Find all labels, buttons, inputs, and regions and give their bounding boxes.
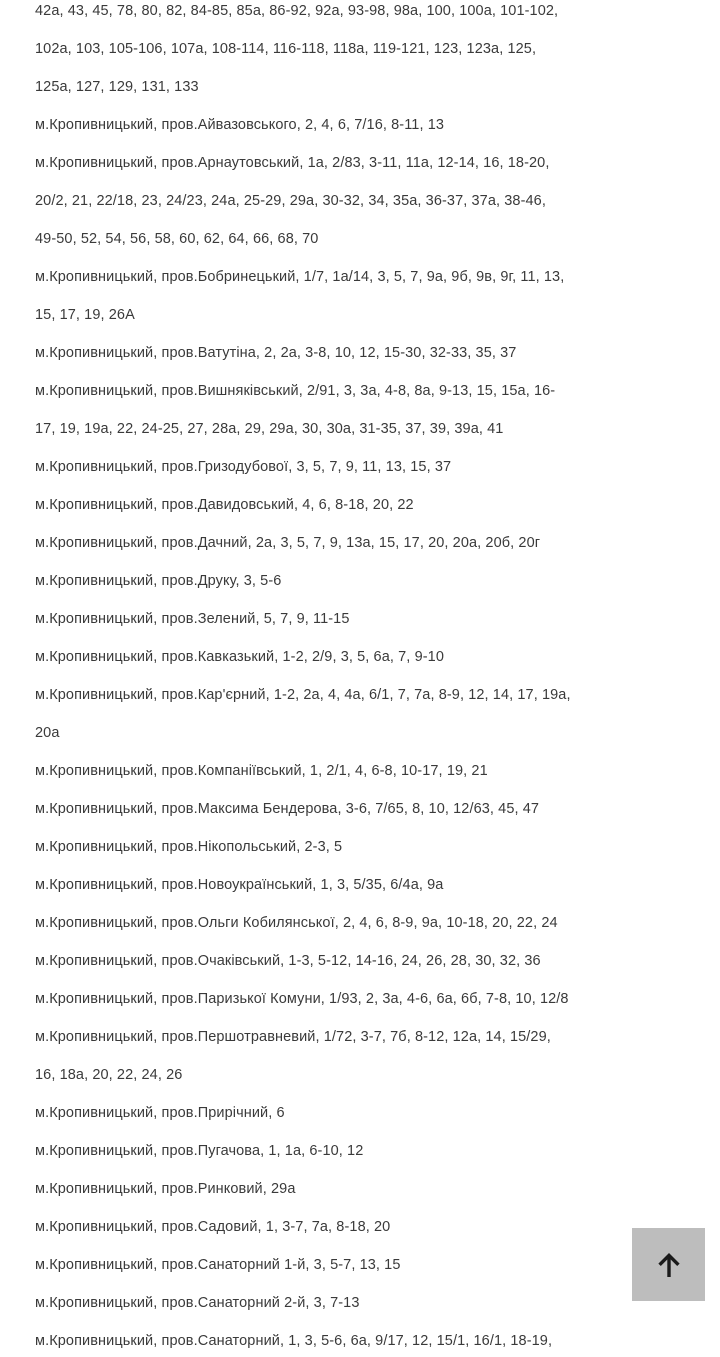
address-line: м.Кропивницький, пров.Арнаутовський, 1а, 2/83, 3-11, 11а, 12-14, 16, 18-20, bbox=[35, 155, 550, 171]
address-line: м.Кропивницький, пров.Дачний, 2а, 3, 5, 7, 9, 13а, 15, 17, 20, 20а, 20б, 20г bbox=[35, 535, 541, 551]
address-line: 49-50, 52, 54, 56, 58, 60, 62, 64, 66, 68, 70 bbox=[35, 231, 319, 247]
address-line: 20а bbox=[35, 725, 60, 741]
address-line: м.Кропивницький, пров.Першотравневий, 1/72, 3-7, 7б, 8-12, 12а, 14, 15/29, bbox=[35, 1029, 551, 1045]
address-line: м.Кропивницький, пров.Айвазовського, 2, 4, 6, 7/16, 8-11, 13 bbox=[35, 117, 445, 133]
address-line: м.Кропивницький, пров.Санаторний 2-й, 3, 7-13 bbox=[35, 1295, 360, 1311]
address-line: м.Кропивницький, пров.Бобринецький, 1/7, 1а/14, 3, 5, 7, 9а, 9б, 9в, 9г, 11, 13, bbox=[35, 269, 565, 285]
address-line: 102а, 103, 105-106, 107а, 108-114, 116-118, 118а, 119-121, 123, 123а, 125, bbox=[35, 41, 537, 57]
address-line: м.Кропивницький, пров.Новоукраїнський, 1, 3, 5/35, 6/4а, 9а bbox=[35, 877, 444, 893]
address-line: 42а, 43, 45, 78, 80, 82, 84-85, 85а, 86-92, 92а, 93-98, 98а, 100, 100а, 101-102, bbox=[35, 3, 559, 19]
address-line: 16, 18а, 20, 22, 24, 26 bbox=[35, 1067, 183, 1083]
address-line: м.Кропивницький, пров.Максима Бендерова, 3-6, 7/65, 8, 10, 12/63, 45, 47 bbox=[35, 801, 540, 817]
address-line: м.Кропивницький, пров.Ольги Кобилянської, 2, 4, 6, 8-9, 9а, 10-18, 20, 22, 24 bbox=[35, 915, 558, 931]
address-line: м.Кропивницький, пров.Санаторний, 1, 3, 5-6, 6а, 9/17, 12, 15/1, 16/1, 18-19, bbox=[35, 1333, 553, 1349]
address-line: м.Кропивницький, пров.Кавказький, 1-2, 2/9, 3, 5, 6а, 7, 9-10 bbox=[35, 649, 444, 665]
address-line: м.Кропивницький, пров.Вишняківський, 2/91, 3, 3а, 4-8, 8а, 9-13, 15, 15а, 16- bbox=[35, 383, 556, 399]
address-line: м.Кропивницький, пров.Компаніївський, 1, 2/1, 4, 6-8, 10-17, 19, 21 bbox=[35, 763, 488, 779]
address-line: 15, 17, 19, 26А bbox=[35, 307, 135, 323]
address-list bbox=[35, 0, 610, 1357]
address-line: м.Кропивницький, пров.Зелений, 5, 7, 9, 11-15 bbox=[35, 611, 350, 627]
address-line: м.Кропивницький, пров.Нікопольський, 2-3, 5 bbox=[35, 839, 343, 855]
address-line: м.Кропивницький, пров.Друку, 3, 5-6 bbox=[35, 573, 282, 589]
address-line: м.Кропивницький, пров.Очаківський, 1-3, 5-12, 14-16, 24, 26, 28, 30, 32, 36 bbox=[35, 953, 541, 969]
address-line: м.Кропивницький, пров.Садовий, 1, 3-7, 7а, 8-18, 20 bbox=[35, 1219, 391, 1235]
arrow-up-icon bbox=[652, 1248, 686, 1282]
address-line: м.Кропивницький, пров.Ринковий, 29а bbox=[35, 1181, 296, 1197]
address-line: м.Кропивницький, пров.Санаторний 1-й, 3, 5-7, 13, 15 bbox=[35, 1257, 401, 1273]
address-line: м.Кропивницький, пров.Прирічний, 6 bbox=[35, 1105, 285, 1121]
address-line: м.Кропивницький, пров.Давидовський, 4, 6, 8-18, 20, 22 bbox=[35, 497, 414, 513]
address-line: м.Кропивницький, пров.Кар'єрний, 1-2, 2а, 4, 4а, 6/1, 7, 7а, 8-9, 12, 14, 17, 19а, bbox=[35, 687, 571, 703]
address-line: м.Кропивницький, пров.Паризької Комуни, 1/93, 2, 3а, 4-6, 6а, 6б, 7-8, 10, 12/8 bbox=[35, 991, 569, 1007]
address-line: 17, 19, 19а, 22, 24-25, 27, 28а, 29, 29а, 30, 30а, 31-35, 37, 39, 39а, 41 bbox=[35, 421, 504, 437]
address-line: м.Кропивницький, пров.Пугачова, 1, 1а, 6-10, 12 bbox=[35, 1143, 364, 1159]
address-line: 125а, 127, 129, 131, 133 bbox=[35, 79, 199, 95]
address-line: м.Кропивницький, пров.Гризодубової, 3, 5, 7, 9, 11, 13, 15, 37 bbox=[35, 459, 452, 475]
address-line: 20/2, 21, 22/18, 23, 24/23, 24а, 25-29, 29а, 30-32, 34, 35а, 36-37, 37а, 38-46, bbox=[35, 193, 546, 209]
address-line: м.Кропивницький, пров.Ватутіна, 2, 2а, 3-8, 10, 12, 15-30, 32-33, 35, 37 bbox=[35, 345, 517, 361]
scroll-to-top-button[interactable] bbox=[632, 1228, 705, 1301]
